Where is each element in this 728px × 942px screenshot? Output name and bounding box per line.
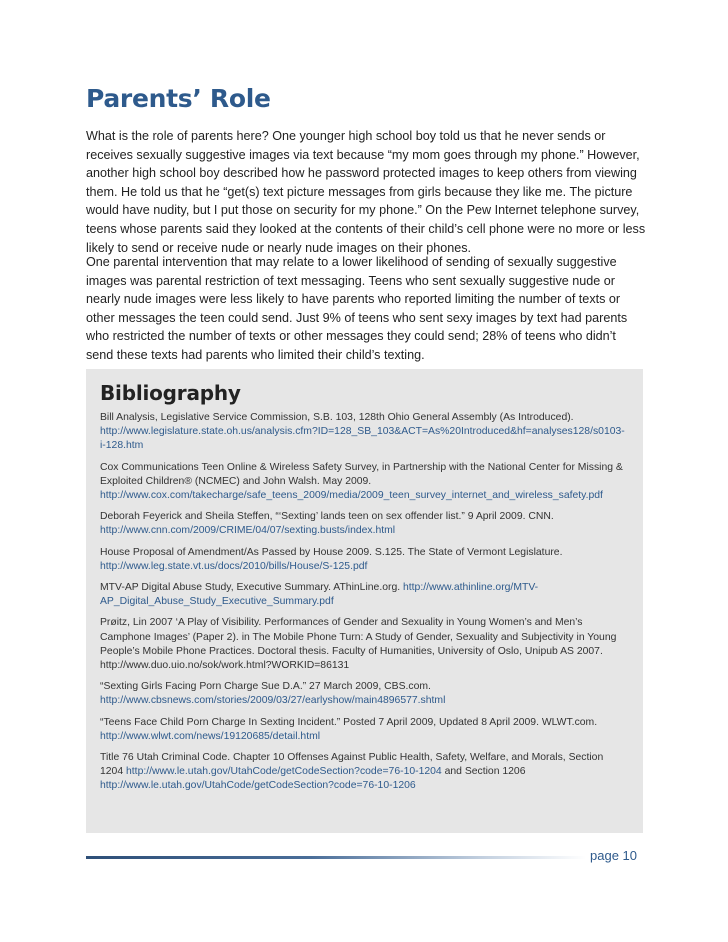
- entry-text: Title 76 Utah Criminal Code. Chapter 10 Offenses Against Public Health, Safety, Welfare, and Morals, Section 1204: [100, 752, 604, 778]
- bibliography-entry: [100, 680, 629, 708]
- entry-link[interactable]: http://www.legislature.state.oh.us/analysis.cfm?ID=128_SB_103&ACT=As%20Introduced&hf=analyses128/s0103-i-128.htm: [100, 426, 625, 452]
- footer-divider: [86, 856, 586, 859]
- bibliography-entry: [100, 616, 629, 673]
- entry-link[interactable]: http://www.le.utah.gov/UtahCode/getCodeSection?code=76-10-1204: [126, 766, 442, 778]
- entry-text: Cox Communications Teen Online & Wireless Safety Survey, in Partnership with the National Center for Missing & Exploited Children® (NCMEC) and John Walsh. May 2009.: [100, 461, 623, 487]
- entry-text: “Sexting Girls Facing Porn Charge Sue D.A.” 27 March 2009, CBS.com.: [100, 681, 431, 693]
- entry-text: MTV-AP Digital Abuse Study, Executive Summary. AThinLine.org.: [100, 582, 403, 594]
- entry-link[interactable]: http://www.athinline.org/MTV-AP_Digital_Abuse_Study_Executive_Summary.pdf: [100, 582, 539, 608]
- bibliography-entry: [100, 510, 629, 538]
- entry-text: Prøitz, Lin 2007 ‘A Play of Visibility. Performances of Gender and Sexuality in Young Women’s and Men’s Camphone Images’ (Paper 2). in The Mobile Phone Turn: A Study of Gender, Sexuality and Subjectivity in Young People’s Mobile Phone Practices. Doctoral thesis. Faculty of Humanities, University of Oslo, Unipub AS 2007. http://www.duo.uio.no/sok/work.html?WORKID=86131: [100, 617, 617, 672]
- entry-text: Deborah Feyerick and Sheila Steffen, “‘Sexting’ lands teen on sex offender list.” 9 April 2009. CNN.: [100, 511, 554, 523]
- section-title: Parents’ Role: [86, 84, 271, 113]
- entry-text: and Section 1206: [441, 766, 526, 778]
- paragraph-2: One parental intervention that may relate to a lower likelihood of sending of sexually suggestive images was parental restriction of text messaging. Teens who sent sexually suggestive nude or nearly nude images were less likely to have parents who reported limiting the number of texts or other messages the teen could send. Just 9% of teens who sent sexy images by text had parents who restricted the number of texts or other messages they could send; 28% of teens who didn’t send these texts had parents who limited their child’s texting.: [86, 255, 628, 362]
- entry-link[interactable]: http://www.cbsnews.com/stories/2009/03/27/earlyshow/main4896577.shtml: [100, 695, 446, 707]
- entry-link[interactable]: http://www.cox.com/takecharge/safe_teens_2009/media/2009_teen_survey_internet_and_wireless_safety.pdf: [100, 490, 603, 502]
- entry-link[interactable]: http://www.le.utah.gov/UtahCode/getCodeSection?code=76-10-1206: [100, 780, 416, 792]
- bibliography-entry: [100, 716, 629, 744]
- bibliography-entry: [100, 581, 629, 609]
- page-number: page 10: [590, 848, 637, 863]
- bibliography-entry: [100, 546, 629, 574]
- entry-link[interactable]: http://www.cnn.com/2009/CRIME/04/07/sexting.busts/index.html: [100, 525, 396, 537]
- entry-link[interactable]: http://www.leg.state.vt.us/docs/2010/bills/House/S-125.pdf: [100, 560, 368, 572]
- paragraph-1: What is the role of parents here? One younger high school boy told us that he never sends or receives sexually suggestive images via text because “my mom goes through my phone.” However, another high school boy described how he password protected images to keep others from viewing them. He told us that he “get(s) text picture messages from girls because they like me. The picture would have nudity, but I put those on security for my phone.” On the Pew Internet telephone survey, teens whose parents said they looked at the contents of their child’s cell phone were no more or less likely to send or receive nude or nearly nude images on their phones.: [86, 129, 646, 255]
- bibliography-title: Bibliography: [100, 381, 241, 405]
- bibliography-entry: [100, 411, 629, 454]
- bibliography-box: [86, 369, 643, 833]
- entry-text: Bill Analysis, Legislative Service Commission, S.B. 103, 128th Ohio General Assembly (As Introduced).: [100, 412, 574, 423]
- entry-link[interactable]: http://www.wlwt.com/news/19120685/detail.html: [100, 730, 321, 742]
- entry-text: House Proposal of Amendment/As Passed by House 2009. S.125. The State of Vermont Legislature.: [100, 546, 563, 558]
- entry-text: “Teens Face Child Porn Charge In Sexting Incident.” Posted 7 April 2009, Updated 8 April 2009. WLWT.com.: [100, 716, 598, 728]
- bibliography-entry: [100, 461, 629, 504]
- bibliography-entry: [100, 751, 629, 794]
